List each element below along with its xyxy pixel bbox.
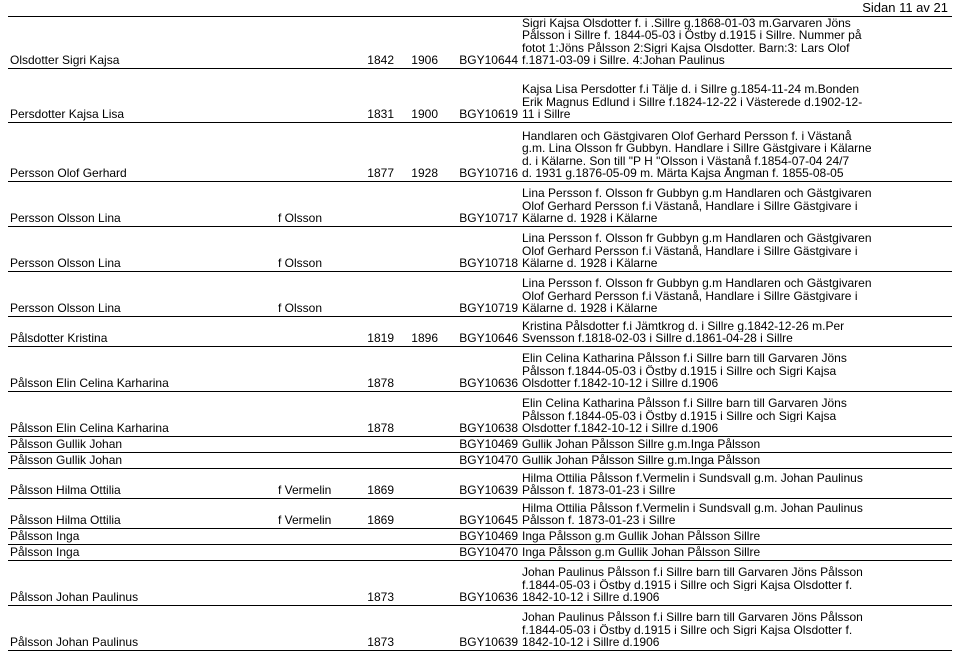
description-line: Pålsson f. 1873-01-23 i Sillre: [522, 514, 676, 527]
description-line: 1842-10-12 i Sillre d.1906: [522, 636, 660, 649]
table-row: [8, 271, 952, 316]
born-name-cell: [276, 122, 348, 181]
description-line: Lina Persson f. Olsson fr Gubbyn g.m Handlaren och Gästgivaren: [522, 187, 872, 200]
birth-year-cell: [348, 452, 396, 468]
description-line: Elin Celina Katharina Pålsson f.i Sillre barn till Garvaren Jöns: [522, 397, 847, 410]
reference-cell: BGY10636: [440, 560, 520, 605]
description-cell: [520, 544, 952, 560]
death-year-cell: [396, 181, 440, 226]
description-line: Gullik Johan Pålsson Sillre g.m.Inga Pålsson: [522, 454, 761, 467]
description-line: Johan Paulinus Pålsson f.i Sillre barn till Garvaren Jöns Pålsson: [522, 566, 863, 579]
death-year-cell: [396, 498, 440, 528]
born-name-cell: [276, 544, 348, 560]
description-line: Hilma Ottilia Pålsson f.Vermelin i Sundsvall g.m. Johan Paulinus: [522, 471, 863, 484]
name-cell: Pålsson Hilma Ottilia: [8, 498, 276, 528]
birth-year-cell: 1831: [348, 68, 396, 122]
table-row: [8, 528, 952, 544]
reference-cell: BGY10639: [440, 605, 520, 650]
name-cell: Pålsson Johan Paulinus: [8, 560, 276, 605]
description-line: Johan Paulinus Pålsson f.i Sillre barn till Garvaren Jöns Pålsson: [522, 611, 863, 624]
death-year-cell: [396, 468, 440, 498]
born-name-cell: f Olsson: [276, 271, 348, 316]
description-line: Olsdotter f.1842-10-12 i Sillre d.1906: [522, 377, 719, 390]
description-line: Olsdotter f.1842-10-12 i Sillre d.1906: [522, 422, 719, 435]
description-line: Pålsson f. 1873-01-23 i Sillre: [522, 484, 676, 497]
description-line: Kajsa Lisa Persdotter f.i Tälje d. i Sillre g.1854-11-24 m.Bonden: [522, 83, 860, 96]
death-year-cell: [396, 605, 440, 650]
description-line: Svensson f.1818-02-03 i Sillre d.1861-04-28 i Sillre: [522, 332, 793, 345]
table-row: [8, 605, 952, 650]
born-name-cell: f Vermelin: [276, 498, 348, 528]
death-year-cell: [396, 271, 440, 316]
born-name-cell: [276, 16, 348, 68]
reference-cell: BGY10644: [440, 16, 520, 68]
death-year-cell: 1896: [396, 316, 440, 346]
name-cell: Pålsson Elin Celina Karharina: [8, 391, 276, 436]
description-line: Pålsson i Sillre f. 1844-05-03 i Östby d.1915 i Sillre. Nummer på: [522, 29, 862, 42]
name-cell: Pålsson Hilma Ottilia: [8, 468, 276, 498]
table-row: [8, 68, 952, 122]
death-year-cell: 1906: [396, 16, 440, 68]
description-line: g.m. Lina Olsson fr Gubbyn. Handlare i Sillre Gästgivare i Kälarne: [522, 142, 872, 155]
reference-cell: BGY10469: [440, 436, 520, 452]
born-name-cell: [276, 346, 348, 391]
birth-year-cell: [348, 181, 396, 226]
description-cell: [520, 605, 952, 650]
description-cell: [520, 68, 952, 122]
description-line: Erik Magnus Edlund i Sillre f.1824-12-22 i Västerede d.1902-12-: [522, 95, 863, 108]
name-cell: Pålsson Gullik Johan: [8, 452, 276, 468]
description-cell: [520, 436, 952, 452]
reference-cell: BGY10646: [440, 316, 520, 346]
description-line: Lina Persson f. Olsson fr Gubbyn g.m Handlaren och Gästgivaren: [522, 232, 872, 245]
born-name-cell: [276, 452, 348, 468]
description-cell: [520, 226, 952, 271]
birth-year-cell: [348, 528, 396, 544]
birth-year-cell: 1873: [348, 605, 396, 650]
death-year-cell: [396, 391, 440, 436]
birth-year-cell: 1842: [348, 16, 396, 68]
description-line: Olof Gerhard Persson f.i Västanå, Handlare i Sillre Gästgivare i: [522, 289, 858, 302]
reference-cell: BGY10717: [440, 181, 520, 226]
birth-year-cell: 1877: [348, 122, 396, 181]
description-cell: [520, 452, 952, 468]
description-line: Olof Gerhard Persson f.i Västanå, Handlare i Sillre Gästgivare i: [522, 244, 858, 257]
reference-cell: BGY10470: [440, 544, 520, 560]
reference-cell: BGY10718: [440, 226, 520, 271]
description-cell: [520, 346, 952, 391]
description-cell: [520, 528, 952, 544]
born-name-cell: f Olsson: [276, 181, 348, 226]
description-line: f.1844-05-03 i Östby d.1915 i Sillre och Sigri Kajsa Olsdotter f.: [522, 623, 853, 636]
register-table: [8, 16, 952, 651]
birth-year-cell: [348, 226, 396, 271]
description-line: Kälarne d. 1928 i Kälarne: [522, 257, 658, 270]
description-cell: [520, 391, 952, 436]
death-year-cell: [396, 560, 440, 605]
table-row: [8, 346, 952, 391]
description-line: 1842-10-12 i Sillre d.1906: [522, 591, 660, 604]
death-year-cell: [396, 528, 440, 544]
name-cell: Pålsson Johan Paulinus: [8, 605, 276, 650]
name-cell: Olsdotter Sigri Kajsa: [8, 16, 276, 68]
death-year-cell: 1928: [396, 122, 440, 181]
description-cell: [520, 122, 952, 181]
reference-cell: BGY10645: [440, 498, 520, 528]
birth-year-cell: 1878: [348, 346, 396, 391]
reference-cell: BGY10636: [440, 346, 520, 391]
table-row: [8, 436, 952, 452]
description-line: Pålsson f.1844-05-03 i Östby d.1915 i Sillre och Sigri Kajsa: [522, 364, 837, 377]
born-name-cell: [276, 605, 348, 650]
description-line: Elin Celina Katharina Pålsson f.i Sillre barn till Garvaren Jöns: [522, 352, 847, 365]
table-row: [8, 316, 952, 346]
reference-cell: BGY10639: [440, 468, 520, 498]
death-year-cell: [396, 226, 440, 271]
born-name-cell: [276, 528, 348, 544]
birth-year-cell: 1869: [348, 498, 396, 528]
birth-year-cell: 1869: [348, 468, 396, 498]
description-line: d. 1931 g.1876-05-09 m. Märta Kajsa Ångman f. 1855-08-05: [522, 167, 844, 180]
born-name-cell: [276, 316, 348, 346]
birth-year-cell: 1819: [348, 316, 396, 346]
born-name-cell: [276, 560, 348, 605]
description-line: Inga Pålsson g.m Gullik Johan Pålsson Sillre: [522, 530, 761, 543]
name-cell: Pålsdotter Kristina: [8, 316, 276, 346]
description-line: Lina Persson f. Olsson fr Gubbyn g.m Handlaren och Gästgivaren: [522, 277, 872, 290]
name-cell: Persson Olsson Lina: [8, 271, 276, 316]
born-name-cell: [276, 391, 348, 436]
name-cell: Persdotter Kajsa Lisa: [8, 68, 276, 122]
description-line: 11 i Sillre: [522, 108, 571, 121]
name-cell: Persson Olsson Lina: [8, 226, 276, 271]
description-cell: [520, 468, 952, 498]
death-year-cell: [396, 436, 440, 452]
name-cell: Pålsson Elin Celina Karharina: [8, 346, 276, 391]
reference-cell: BGY10469: [440, 528, 520, 544]
description-line: Kälarne d. 1928 i Kälarne: [522, 212, 658, 225]
description-line: fotot 1:Jöns Pålsson 2:Sigri Kajsa Olsdotter. Barn:3: Lars Olof: [522, 41, 850, 54]
table-row: [8, 181, 952, 226]
reference-cell: BGY10716: [440, 122, 520, 181]
description-line: f.1871-03-09 i Sillre. 4:Johan Paulinus: [522, 54, 725, 67]
description-cell: [520, 181, 952, 226]
name-cell: Persson Olof Gerhard: [8, 122, 276, 181]
name-cell: Pålsson Inga: [8, 544, 276, 560]
table-row: [8, 391, 952, 436]
table-row: [8, 226, 952, 271]
reference-cell: BGY10638: [440, 391, 520, 436]
birth-year-cell: 1873: [348, 560, 396, 605]
table-row: [8, 468, 952, 498]
description-cell: [520, 498, 952, 528]
born-name-cell: f Vermelin: [276, 468, 348, 498]
birth-year-cell: 1878: [348, 391, 396, 436]
death-year-cell: [396, 544, 440, 560]
death-year-cell: [396, 346, 440, 391]
birth-year-cell: [348, 544, 396, 560]
description-line: Olof Gerhard Persson f.i Västanå, Handlare i Sillre Gästgivare i: [522, 199, 858, 212]
description-line: Kälarne d. 1928 i Kälarne: [522, 302, 658, 315]
reference-cell: BGY10619: [440, 68, 520, 122]
death-year-cell: [396, 452, 440, 468]
name-cell: Persson Olsson Lina: [8, 181, 276, 226]
description-line: Inga Pålsson g.m Gullik Johan Pålsson Sillre: [522, 546, 761, 559]
description-line: Gullik Johan Pålsson Sillre g.m.Inga Pålsson: [522, 438, 761, 451]
birth-year-cell: [348, 271, 396, 316]
description-line: Kristina Pålsdotter f.i Jämtkrog d. i Sillre g.1842-12-26 m.Per: [522, 319, 845, 332]
table-row: [8, 16, 952, 68]
table-row: [8, 452, 952, 468]
description-cell: [520, 16, 952, 68]
death-year-cell: 1900: [396, 68, 440, 122]
born-name-cell: [276, 68, 348, 122]
description-line: Handlaren och Gästgivaren Olof Gerhard Persson f. i Västanå: [522, 129, 852, 142]
table-row: [8, 544, 952, 560]
description-line: Sigri Kajsa Olsdotter f. i .Sillre g.1868-01-03 m.Garvaren Jöns: [522, 16, 851, 29]
born-name-cell: [276, 436, 348, 452]
birth-year-cell: [348, 436, 396, 452]
description-line: Pålsson f.1844-05-03 i Östby d.1915 i Sillre och Sigri Kajsa: [522, 409, 837, 422]
table-row: [8, 498, 952, 528]
description-cell: [520, 271, 952, 316]
page-label: Sidan 11 av 21: [862, 0, 948, 15]
name-cell: Pålsson Gullik Johan: [8, 436, 276, 452]
table-row: [8, 122, 952, 181]
description-line: Hilma Ottilia Pålsson f.Vermelin i Sundsvall g.m. Johan Paulinus: [522, 501, 863, 514]
born-name-cell: f Olsson: [276, 226, 348, 271]
register-body: [8, 16, 952, 650]
table-row: [8, 560, 952, 605]
reference-cell: BGY10719: [440, 271, 520, 316]
description-line: f.1844-05-03 i Östby d.1915 i Sillre och Sigri Kajsa Olsdotter f.: [522, 578, 853, 591]
description-line: d. i Kälarne. Son till "P H "Olsson i Västanå f.1854-07-04 24/7: [522, 154, 850, 167]
description-cell: [520, 316, 952, 346]
reference-cell: BGY10470: [440, 452, 520, 468]
name-cell: Pålsson Inga: [8, 528, 276, 544]
description-cell: [520, 560, 952, 605]
